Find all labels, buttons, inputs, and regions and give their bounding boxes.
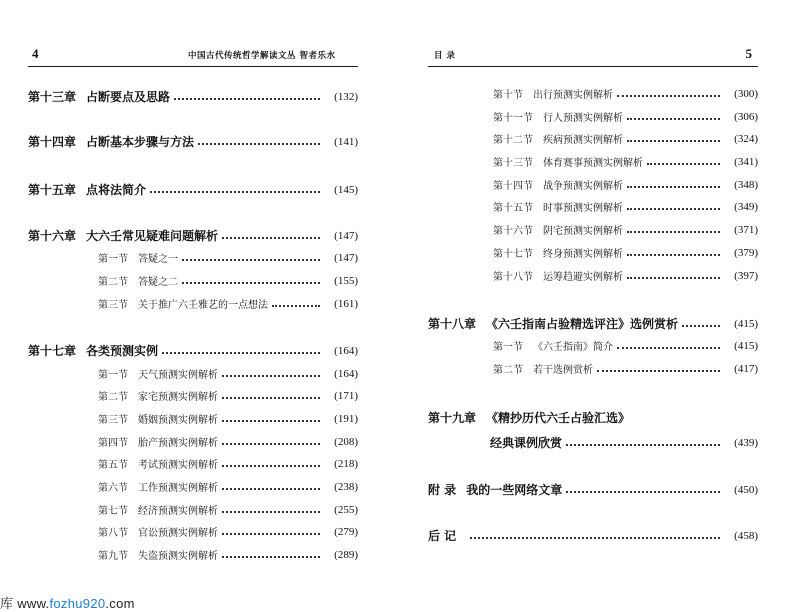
leader-dots: [566, 491, 720, 493]
entry-label: 第十一节: [493, 113, 533, 124]
entry-label: 第三节: [98, 415, 128, 426]
leader-dots: [150, 191, 320, 193]
entry-label: 第四节: [98, 438, 128, 449]
running-head: 中国古代传统哲学解读文丛 智者乐水: [188, 51, 336, 61]
toc-entry: [98, 479, 358, 494]
entry-title: 体育赛事预测实例解析: [543, 158, 643, 169]
toc-entry: [98, 388, 358, 403]
entry-label: 第五节: [98, 460, 128, 471]
entry-label: 第十八章: [428, 317, 477, 331]
toc-entry: [98, 273, 358, 288]
leader-dots: [174, 98, 320, 100]
entry-label: 第二节: [493, 365, 523, 376]
entry-label: 第一节: [493, 342, 523, 353]
toc-entry: [98, 250, 358, 265]
entry-label: 后 记: [428, 529, 457, 543]
leader-dots: [627, 208, 720, 210]
entry-label: 附 录: [428, 483, 457, 497]
leader-dots: [222, 443, 320, 445]
toc-entry: [28, 133, 358, 150]
entry-page: (417): [734, 362, 758, 375]
entry-title: 关于推广六壬雅艺的一点想法: [138, 300, 268, 311]
leader-dots: [162, 352, 320, 354]
toc-entry: [28, 227, 358, 244]
entry-title: 婚姻预测实例解析: [138, 415, 218, 426]
leader-dots: [682, 325, 720, 327]
entry-label: 第十五节: [493, 203, 533, 214]
leader-dots: [222, 465, 320, 467]
entry-label: 第九节: [98, 551, 128, 562]
entry-label: 第十七节: [493, 249, 533, 260]
entry-page: (289): [334, 548, 358, 561]
entry-label: 第二节: [98, 277, 128, 288]
entry-title: 大六壬常见疑难问题解析: [86, 229, 219, 243]
entry-title: 经济预测实例解析: [138, 506, 218, 517]
entry-page: (450): [734, 483, 758, 496]
entry-page: (255): [334, 503, 358, 516]
entry-page: (238): [334, 480, 358, 493]
entry-page: (458): [734, 529, 758, 542]
entry-page: (155): [334, 274, 358, 287]
leader-dots: [627, 186, 720, 188]
left-page: [28, 0, 358, 590]
entry-page: (147): [334, 251, 358, 264]
entry-label: 第一节: [98, 254, 128, 265]
entry-label: 第十四节: [493, 181, 533, 192]
entry-page: (164): [334, 344, 358, 357]
entry-page: (300): [734, 87, 758, 100]
entry-title: 各类预测实例: [86, 344, 159, 358]
page-number: 4: [32, 46, 39, 61]
leader-dots: [627, 118, 720, 120]
toc-entry: [493, 222, 758, 237]
toc-entry: [493, 177, 758, 192]
leader-dots: [222, 375, 320, 377]
toc-entry: [98, 366, 358, 381]
entry-title: 阴宅预测实例解析: [543, 226, 623, 237]
page-number: 5: [745, 46, 752, 61]
leader-dots: [647, 163, 720, 165]
watermark-suffix: .com: [105, 596, 135, 611]
entry-title: 终身预测实例解析: [543, 249, 623, 260]
leader-dots: [222, 420, 320, 422]
entry-title: 《六壬指南》简介: [533, 342, 613, 353]
entry-title: 胎产预测实例解析: [138, 438, 218, 449]
entry-label: 第十七章: [28, 344, 77, 358]
entry-title: 天气预测实例解析: [138, 370, 218, 381]
entry-title: 占断要点及思路: [86, 90, 171, 104]
leader-dots: [198, 143, 320, 145]
leader-dots: [566, 444, 720, 446]
watermark-domain: fozhu920: [49, 596, 106, 611]
toc-entry: [493, 338, 758, 353]
leader-dots: [222, 488, 320, 490]
entry-page: (439): [734, 436, 758, 449]
leader-dots: [222, 237, 320, 239]
entry-page: (415): [734, 339, 758, 352]
toc-entry: [493, 86, 758, 101]
entry-page: (164): [334, 367, 358, 380]
toc-entry: [493, 154, 758, 169]
entry-page: (415): [734, 317, 758, 330]
entry-label: 第十二节: [493, 135, 533, 146]
leader-dots: [182, 282, 320, 284]
leader-dots: [272, 305, 320, 307]
entry-title: 失盗预测实例解析: [138, 551, 218, 562]
entry-title: 行人预测实例解析: [543, 113, 623, 124]
entry-label: 第十八节: [493, 272, 533, 283]
leader-dots: [617, 95, 720, 97]
leader-dots: [182, 259, 320, 261]
entry-title: 我的一些网络文章: [466, 483, 563, 497]
entry-title: 运筹趋避实例解析: [543, 272, 623, 283]
toc-entry: [98, 524, 358, 539]
entry-page: (145): [334, 183, 358, 196]
leader-dots: [627, 254, 720, 256]
toc-entry: [493, 268, 758, 283]
entry-page: (208): [334, 435, 358, 448]
entry-label: 第十六节: [493, 226, 533, 237]
toc-entry: [493, 131, 758, 146]
entry-page: (306): [734, 110, 758, 123]
entry-page: (132): [334, 90, 358, 103]
entry-title: 《精抄历代六壬占验汇选》: [486, 411, 631, 425]
header-rule: [428, 66, 758, 67]
toc-entry: [98, 456, 358, 471]
toc-entry: [28, 181, 358, 198]
entry-page: (279): [334, 525, 358, 538]
toc-entry: [28, 88, 358, 105]
entry-page: (371): [734, 223, 758, 236]
leader-dots: [222, 397, 320, 399]
entry-page: (341): [734, 155, 758, 168]
entry-page: (379): [734, 246, 758, 259]
entry-title: 出行预测实例解析: [533, 90, 613, 101]
entry-title: 《六壬指南占验精选评注》选例赏析: [486, 317, 679, 331]
entry-title: 官讼预测实例解析: [138, 528, 218, 539]
entry-title: 答疑之一: [138, 254, 178, 265]
leader-dots: [470, 537, 720, 539]
entry-page: (171): [334, 389, 358, 402]
entry-label: 第十五章: [28, 183, 77, 197]
toc-entry: [28, 342, 358, 359]
leader-dots: [627, 231, 720, 233]
entry-page: (324): [734, 132, 758, 145]
toc-entry: [428, 527, 758, 544]
right-page: [428, 0, 758, 590]
toc-entry: [493, 245, 758, 260]
toc-entry: [98, 434, 358, 449]
entry-label: 第八节: [98, 528, 128, 539]
entry-title: 疾病预测实例解析: [543, 135, 623, 146]
entry-label: 第十节: [493, 90, 523, 101]
entry-label: 第十九章: [428, 411, 477, 425]
right-header: [428, 46, 758, 64]
entry-title: 答疑之二: [138, 277, 178, 288]
toc-entry: [493, 361, 758, 376]
entry-title: 战争预测实例解析: [543, 181, 623, 192]
entry-title: 家宅预测实例解析: [138, 392, 218, 403]
entry-title: 考试预测实例解析: [138, 460, 218, 471]
entry-title: 经典课例欣赏: [490, 436, 563, 450]
entry-page: (161): [334, 297, 358, 310]
entry-label: 第三节: [98, 300, 128, 311]
toc-entry: [98, 502, 358, 517]
leader-dots: [222, 533, 320, 535]
entry-page: (397): [734, 269, 758, 282]
leader-dots: [627, 140, 720, 142]
left-header: [28, 46, 358, 64]
entry-label: 第十三节: [493, 158, 533, 169]
entry-title: 工作预测实例解析: [138, 483, 218, 494]
toc-entry: [493, 199, 758, 214]
entry-page: (349): [734, 200, 758, 213]
toc-entry: [428, 409, 758, 426]
entry-label: 第六节: [98, 483, 128, 494]
header-rule: [28, 66, 358, 67]
toc-entry: [98, 411, 358, 426]
toc-entry: [428, 315, 758, 332]
toc-entry: [98, 547, 358, 562]
site-watermark: [0, 593, 135, 612]
entry-title: 若干选例赏析: [533, 365, 593, 376]
entry-page: (191): [334, 412, 358, 425]
entry-label: 第十三章: [28, 90, 77, 104]
toc-entry: [428, 481, 758, 498]
running-head: 目 录: [434, 51, 456, 61]
leader-dots: [222, 556, 320, 558]
entry-label: 第十六章: [28, 229, 77, 243]
toc-entry: [98, 296, 358, 311]
toc-entry: [493, 109, 758, 124]
entry-label: 第一节: [98, 370, 128, 381]
entry-title: 占断基本步骤与方法: [86, 135, 195, 149]
entry-title: 时事预测实例解析: [543, 203, 623, 214]
entry-page: (141): [334, 135, 358, 148]
entry-page: (218): [334, 457, 358, 470]
entry-label: 第七节: [98, 506, 128, 517]
entry-page: (147): [334, 229, 358, 242]
leader-dots: [222, 511, 320, 513]
leader-dots: [627, 277, 720, 279]
leader-dots: [617, 347, 720, 349]
entry-page: (348): [734, 178, 758, 191]
entry-label: 第二节: [98, 392, 128, 403]
entry-title: 点将法简介: [86, 183, 147, 197]
leader-dots: [597, 370, 720, 372]
entry-label: 第十四章: [28, 135, 77, 149]
toc-entry: [490, 434, 758, 451]
watermark-prefix: 库 www.: [0, 596, 50, 611]
